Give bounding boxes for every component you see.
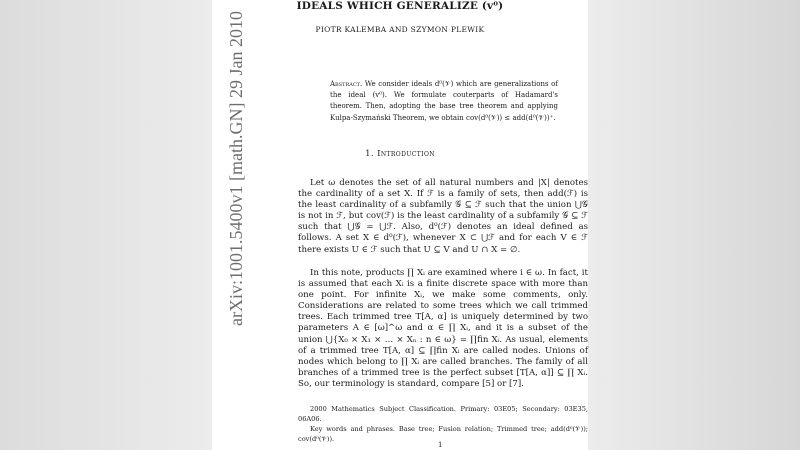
abstract xyxy=(330,79,558,124)
abstract-text: We consider ideals d⁰(𝒱) which are generalizations of the ideal (v⁰). We formulate couterparts of Hadamard's theorem. Then, adopting the base tree theorem and applying Kulpa-Szymański Theorem, we obtain cov(d⁰(𝒱)) ≤ add(d⁰(𝒱))⁺. xyxy=(330,80,558,122)
abstract-label: Abstract. xyxy=(330,80,363,88)
background-right xyxy=(588,0,800,450)
footnotes xyxy=(298,404,588,444)
page-number: 1 xyxy=(438,441,443,449)
paragraph-2: In this note, products ∏ Xᵢ are examined where i ∈ ω. In fact, it is assumed that each Xᵢ is a finite discrete space with more than one point. For infinite Xᵢ, we make some comments, only. Considerations are related to some trees which we call trimmed trees. Each trimmed tree T[A, α] is uniquely determined by two parameters A ∈ [ω]^ω and α ∈ ∏ Xᵢ, and it is a subset of the union ⋃{X₀ × X₁ × … × Xₙ : n ∈ ω} = ∏fin Xᵢ. As usual, elements of a trimmed tree T[A, α] ⊆ ∏fin Xᵢ are called nodes. Unions of nodes which belong to ∏ Xᵢ are called branches. The family of all branches of a trimmed tree is the perfect subset [T[A, α]] ⊆ ∏ Xᵢ. So, our terminology is standard, compare [5] or [7]. xyxy=(298,268,588,389)
paper-title: IDEALS WHICH GENERALIZE (v⁰) xyxy=(296,0,504,12)
paragraph-1: Let ω denotes the set of all natural numbers and |X| denotes the cardinality of a set X. If ℱ is a family of sets, then add(ℱ) is the least cardinality of a subfamily 𝒢 ⊆ ℱ such that the union ⋃𝒢 is not in ℱ, but cov(ℱ) is the least cardinality of a subfamily 𝒢 ⊆ ℱ such that ⋃𝒢 = ⋃ℱ. Also, d⁰(ℱ) denotes an ideal defined as follows. A set X ∈ d⁰(ℱ), whenever X ⊂ ⋃ℱ and for each V ∈ ℱ there exists U ∈ ℱ such that U ⊆ V and U ∩ X = ∅. xyxy=(298,178,588,255)
footnote-keywords: Key words and phrases. Base tree; Fusion relation; Trimmed tree; add(d⁰(𝒱)); cov(d⁰(𝒱)). xyxy=(298,425,588,443)
paper-authors: PIOTR KALEMBA AND SZYMON PLEWIK xyxy=(315,25,485,34)
arxiv-identifier-text: arXiv:1001.5400v1 [math.GN] 29 Jan 2010 xyxy=(226,11,246,326)
footnote-classification: 2000 Mathematics Subject Classification. Primary: 03E05; Secondary: 03E35, 06A06. xyxy=(298,405,588,423)
background-left xyxy=(0,0,212,450)
section-heading: 1. Introduction xyxy=(365,149,435,159)
